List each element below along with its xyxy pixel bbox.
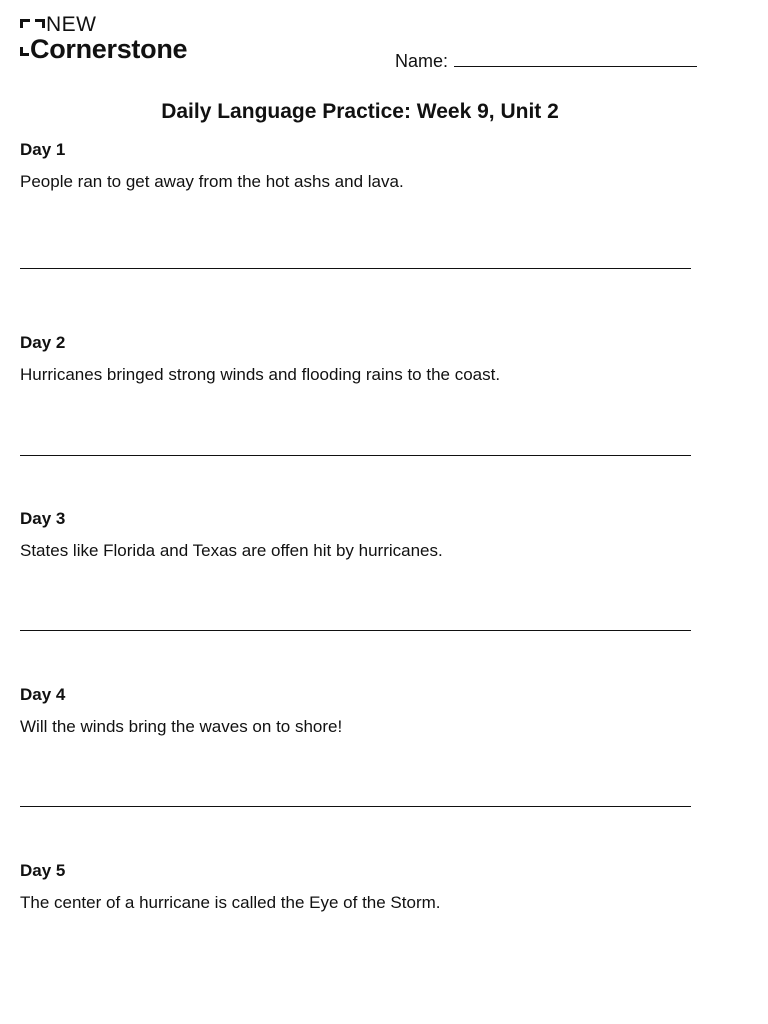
name-label: Name: bbox=[395, 51, 449, 71]
logo-text-new: NEW bbox=[46, 13, 97, 36]
day-3-section bbox=[20, 509, 692, 561]
logo-bracket-top-left bbox=[20, 19, 30, 28]
day-label: Day 2 bbox=[20, 333, 66, 352]
new-cornerstone-logo bbox=[20, 14, 240, 64]
logo-text-cornerstone: Cornerstone bbox=[30, 34, 188, 64]
answer-line-day-4[interactable] bbox=[20, 806, 691, 807]
name-blank-line[interactable] bbox=[454, 48, 697, 67]
answer-line-day-3[interactable] bbox=[20, 630, 691, 631]
page-title: Daily Language Practice: Week 9, Unit 2 bbox=[161, 100, 559, 123]
day-5-section bbox=[20, 861, 692, 913]
logo-bracket-top-right bbox=[35, 19, 45, 28]
name-field bbox=[395, 48, 697, 72]
day-2-section bbox=[20, 333, 692, 385]
day-label: Day 1 bbox=[20, 140, 66, 159]
day-sentence: The center of a hurricane is called the Eye of the Storm. bbox=[20, 893, 441, 912]
day-label: Day 3 bbox=[20, 509, 66, 528]
answer-line-day-2[interactable] bbox=[20, 455, 691, 456]
day-4-section bbox=[20, 685, 692, 737]
day-sentence: Hurricanes bringed strong winds and flooding rains to the coast. bbox=[20, 365, 501, 384]
day-sentence: People ran to get away from the hot ashs and lava. bbox=[20, 172, 404, 191]
logo-bracket-bottom-left bbox=[20, 47, 29, 56]
answer-line-day-1[interactable] bbox=[20, 268, 691, 269]
day-1-section bbox=[20, 140, 692, 192]
day-sentence: States like Florida and Texas are offen hit by hurricanes. bbox=[20, 541, 443, 560]
day-label: Day 4 bbox=[20, 685, 66, 704]
day-sentence: Will the winds bring the waves on to shore! bbox=[20, 717, 343, 736]
day-label: Day 5 bbox=[20, 861, 66, 880]
